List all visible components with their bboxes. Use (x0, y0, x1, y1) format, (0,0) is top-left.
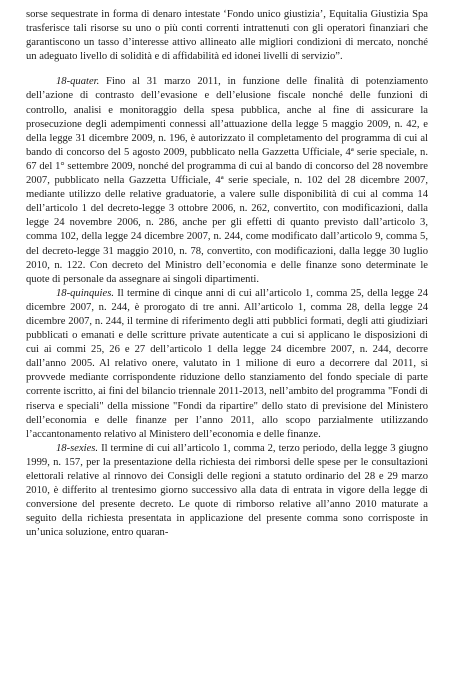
paragraph-continuation (26, 8, 428, 64)
paragraph-text: sorse sequestrate in forma di denaro intestate ‘Fondo unico giustizia’, Equitalia Giustizia Spa trasferisce tali risorse su uno o più conti correnti intrattenuti con gli operatori finanziari che garantiscono un tasso d’interesse attivo allineato alle migliori condizioni di mercato, nonché un adeguato livello di solidità e di affidabilità ed idonei livelli di servizio”. (26, 9, 428, 63)
paragraph-label: 18-quater. (56, 76, 100, 88)
paragraph-text: Fino al 31 marzo 2011, in funzione delle finalità di potenziamento dell’azione di contrasto dell’evasione e dell’elusione fiscale nonché delle funzioni di controllo, analisi e monitoraggio della spesa pubblica, anche al fine di assicurare la prosecuzione degli adempimenti connessi all’attuazione della legge 5 maggio 2009, n. 42, e della legge 31 dicembre 2009, n. 196, è autorizzato il completamento del programma di cui al bando di concorso del 5 agosto 2009, pubblicato nella Gazzetta Ufficiale, 4ª serie speciale, n. 67 del 1° settembre 2009, nonché del programma di cui al bando di concorso del 28 novembre 2007, pubblicato nella Gazzetta Ufficiale, 4ª serie speciale, n. 102 del 28 dicembre 2007, mediante utilizzo delle relative graduatorie, a valere sulle disponibilità di cui al comma 14 dell’articolo 1 del decreto-legge 3 ottobre 2006, n. 262, convertito, con modificazioni, dalla legge 24 novembre 2006, n. 286, anche per gli effetti di quanto previsto dall’articolo 3, comma 102, della legge 24 dicembre 2007, n. 244, come modificato dall’articolo 9, comma 5, del decreto-legge 31 maggio 2010, n. 78, convertito, con modificazioni, dalla legge 30 luglio 2010, n. 122. Con decreto del Ministro dell’economia e delle finanze sono determinate le quote di personale da assegnare ai singoli dipartimenti. (26, 76, 428, 285)
paragraph-text: Il termine di cinque anni di cui all’articolo 1, comma 25, della legge 24 dicembre 2007, n. 244, è prorogato di tre anni. All’articolo 1, comma 28, della legge 24 dicembre 2007, n. 244, il termine di riferimento degli atti pubblici formati, degli atti giudiziari pubblicati o emanati e delle scritture private autenticate a cui si applicano le disposizioni di cui ai commi 25, 26 e 27 dell’articolo 1 della legge 24 dicembre 2007, n. 244, decorre dall’anno 2005. Al relativo onere, valutato in 1 milione di euro a decorrere dal 2011, si provvede mediante corrispondente riduzione dello stanziamento del fondo speciale di parte corrente iscritto, ai fini del bilancio triennale 2011-2013, nell’ambito del programma "Fondi di riserva e speciali" della missione "Fondi da ripartire" dello stato di previsione del Ministero dell’economia e delle finanze per l’anno 2011, allo scopo parzialmente utilizzando l’accantonamento relativo al Ministero dell’economia e delle finanze. (26, 287, 428, 440)
paragraph-text: Il termine di cui all’articolo 1, comma 2, terzo periodo, della legge 3 giugno 1999, n. 157, per la presentazione della richiesta dei rimborsi delle spese per le consultazioni elettorali relative al rinnovo dei Consigli delle regioni a statuto ordinario del 28 e 29 marzo 2010, è differito al trentesimo giorno successivo alla data di entrata in vigore della legge di conversione del presente decreto. Le quote di rimborso relative all’anno 2010 maturate a seguito della richiesta presentata in applicazione del presente comma sono corrisposte in un’unica soluzione, entro quaran- (26, 442, 428, 539)
paragraph-18-quater (26, 75, 428, 286)
paragraph-18-quinquies (26, 287, 428, 442)
paragraph-18-sexies (26, 442, 428, 541)
paragraph-gap (26, 64, 428, 75)
paragraph-label: 18-quinquies. (56, 287, 114, 299)
paragraph-label: 18-sexies. (56, 442, 99, 454)
